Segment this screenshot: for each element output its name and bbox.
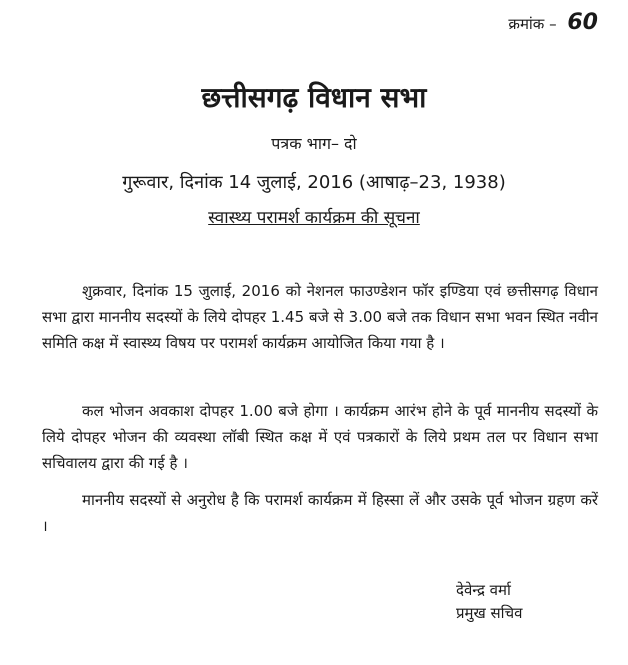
paragraph-2: कल भोजन अवकाश दोपहर 1.00 बजे होगा । कार्यक्रम आरंभ होने के पूर्व माननीय सदस्यों के लिये दोपहर भोजन की व्यवस्था लॉबी स्थित कक्ष में एवं पत्रकारों के लिये प्रथम तल पर विधान सभा सचिवालय द्वारा की गई है । [42,402,598,472]
serial-number [508,10,598,35]
serial-label: क्रमांक – [508,15,557,33]
signatory-designation: प्रमुख सचिव [456,604,523,622]
notice-subject: स्वास्थ्य परामर्श कार्यक्रम की सूचना [208,208,420,228]
paragraph-3: माननीय सदस्यों से अनुरोध है कि परामर्श कार्यक्रम में हिस्सा लें और उसके पूर्व भोजन ग्रहण करें । [42,491,598,535]
serial-value: 60 [567,10,598,35]
date-line: गुरूवार, दिनांक 14 जुलाई, 2016 (आषाढ़–23, 1938) [122,172,506,193]
signatory-name: देवेन्द्र वर्मा [456,581,511,599]
bulletin-part: पत्रक भाग– दो [271,134,357,153]
paragraph-1: शुक्रवार, दिनांक 15 जुलाई, 2016 को नेशनल फाउण्डेशन फॉर इण्डिया एवं छत्तीसगढ़ विधान सभा द्वारा माननीय सदस्यों के लिये दोपहर 1.45 बजे से 3.00 बजे तक विधान सभा भवन स्थित नवीन समिति कक्ष में स्वास्थ्य विषय पर परामर्श कार्यक्रम आयोजित किया गया है । [42,282,598,352]
document-title: छत्तीसगढ़ विधान सभा [201,81,427,114]
